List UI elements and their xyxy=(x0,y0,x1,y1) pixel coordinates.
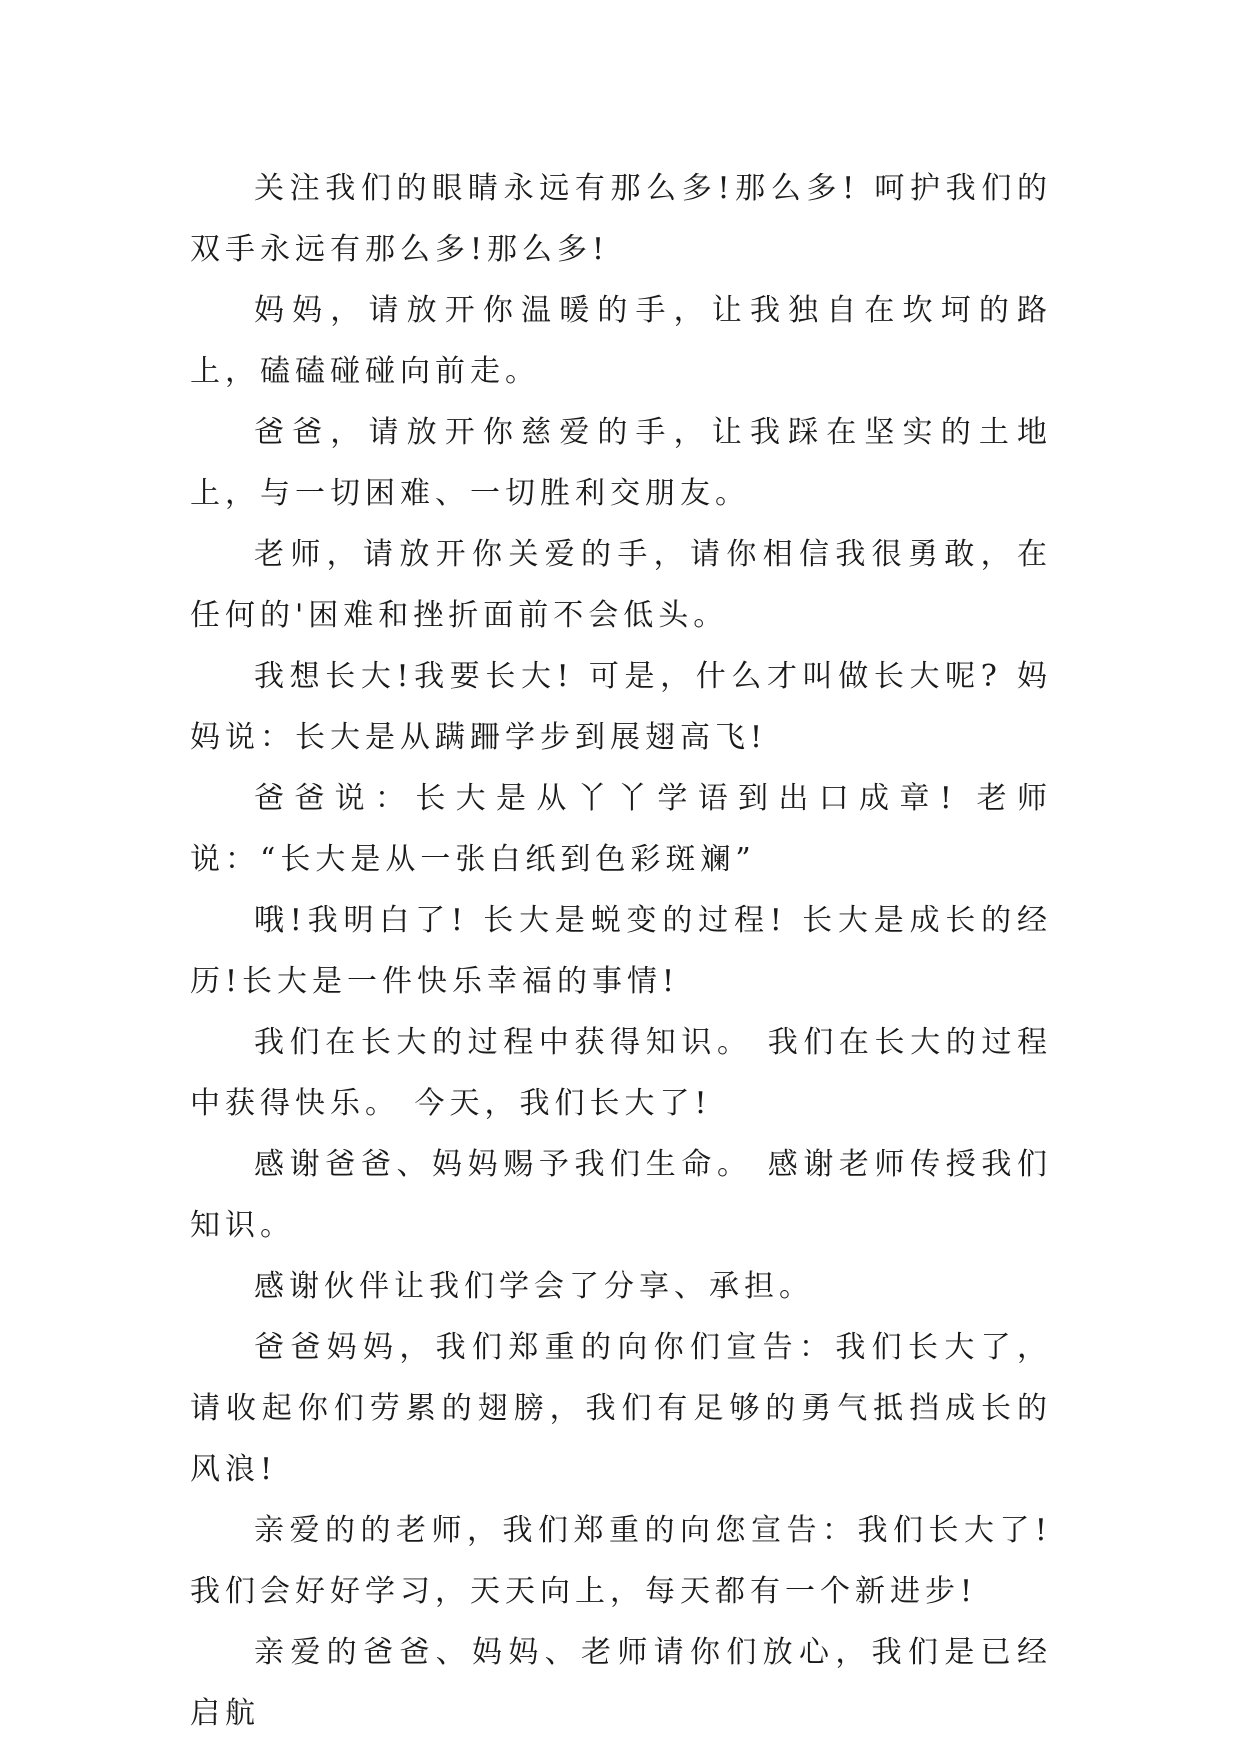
paragraph: 感谢伙伴让我们学会了分享、承担。 xyxy=(254,1269,814,1304)
paragraph: 爸爸说：长大是从丫丫学语到出口成章! 老师说：“长大是从一张白纸到色彩斑斓” xyxy=(190,781,1052,877)
paragraph: 我们在长大的过程中获得知识。 我们在长大的过程中获得快乐。 今天，我们长大了! xyxy=(190,1025,1052,1121)
paragraph: 感谢爸爸、妈妈赐予我们生命。 感谢老师传授我们知识。 xyxy=(190,1147,1052,1243)
paragraph: 哦!我明白了! 长大是蜕变的过程! 长大是成长的经历!长大是一件快乐幸福的事情! xyxy=(190,903,1052,999)
paragraph: 关注我们的眼睛永远有那么多!那么多! 呵护我们的双手永远有那么多!那么多! xyxy=(190,171,1052,267)
paragraph: 爸爸，请放开你慈爱的手，让我踩在坚实的土地上，与一切困难、一切胜利交朋友。 xyxy=(190,415,1052,511)
paragraph: 爸爸妈妈，我们郑重的向你们宣告：我们长大了，请收起你们劳累的翅膀，我们有足够的勇气抵挡成长的风浪! xyxy=(190,1330,1052,1487)
paragraph: 我想长大!我要长大! 可是，什么才叫做长大呢? 妈妈说：长大是从蹒跚学步到展翅高飞! xyxy=(190,659,1052,755)
paragraph: 亲爱的爸爸、妈妈、老师请你们放心，我们是已经启航 xyxy=(190,1635,1052,1731)
paragraph: 妈妈，请放开你温暖的手，让我独自在坎坷的路上，磕磕碰碰向前走。 xyxy=(190,293,1052,389)
document-body xyxy=(190,158,1052,1744)
paragraph: 亲爱的的老师，我们郑重的向您宣告：我们长大了!我们会好好学习，天天向上，每天都有一个新进步! xyxy=(190,1513,1052,1609)
paragraph: 老师，请放开你关爱的手，请你相信我很勇敢，在任何的'困难和挫折面前不会低头。 xyxy=(190,537,1052,633)
